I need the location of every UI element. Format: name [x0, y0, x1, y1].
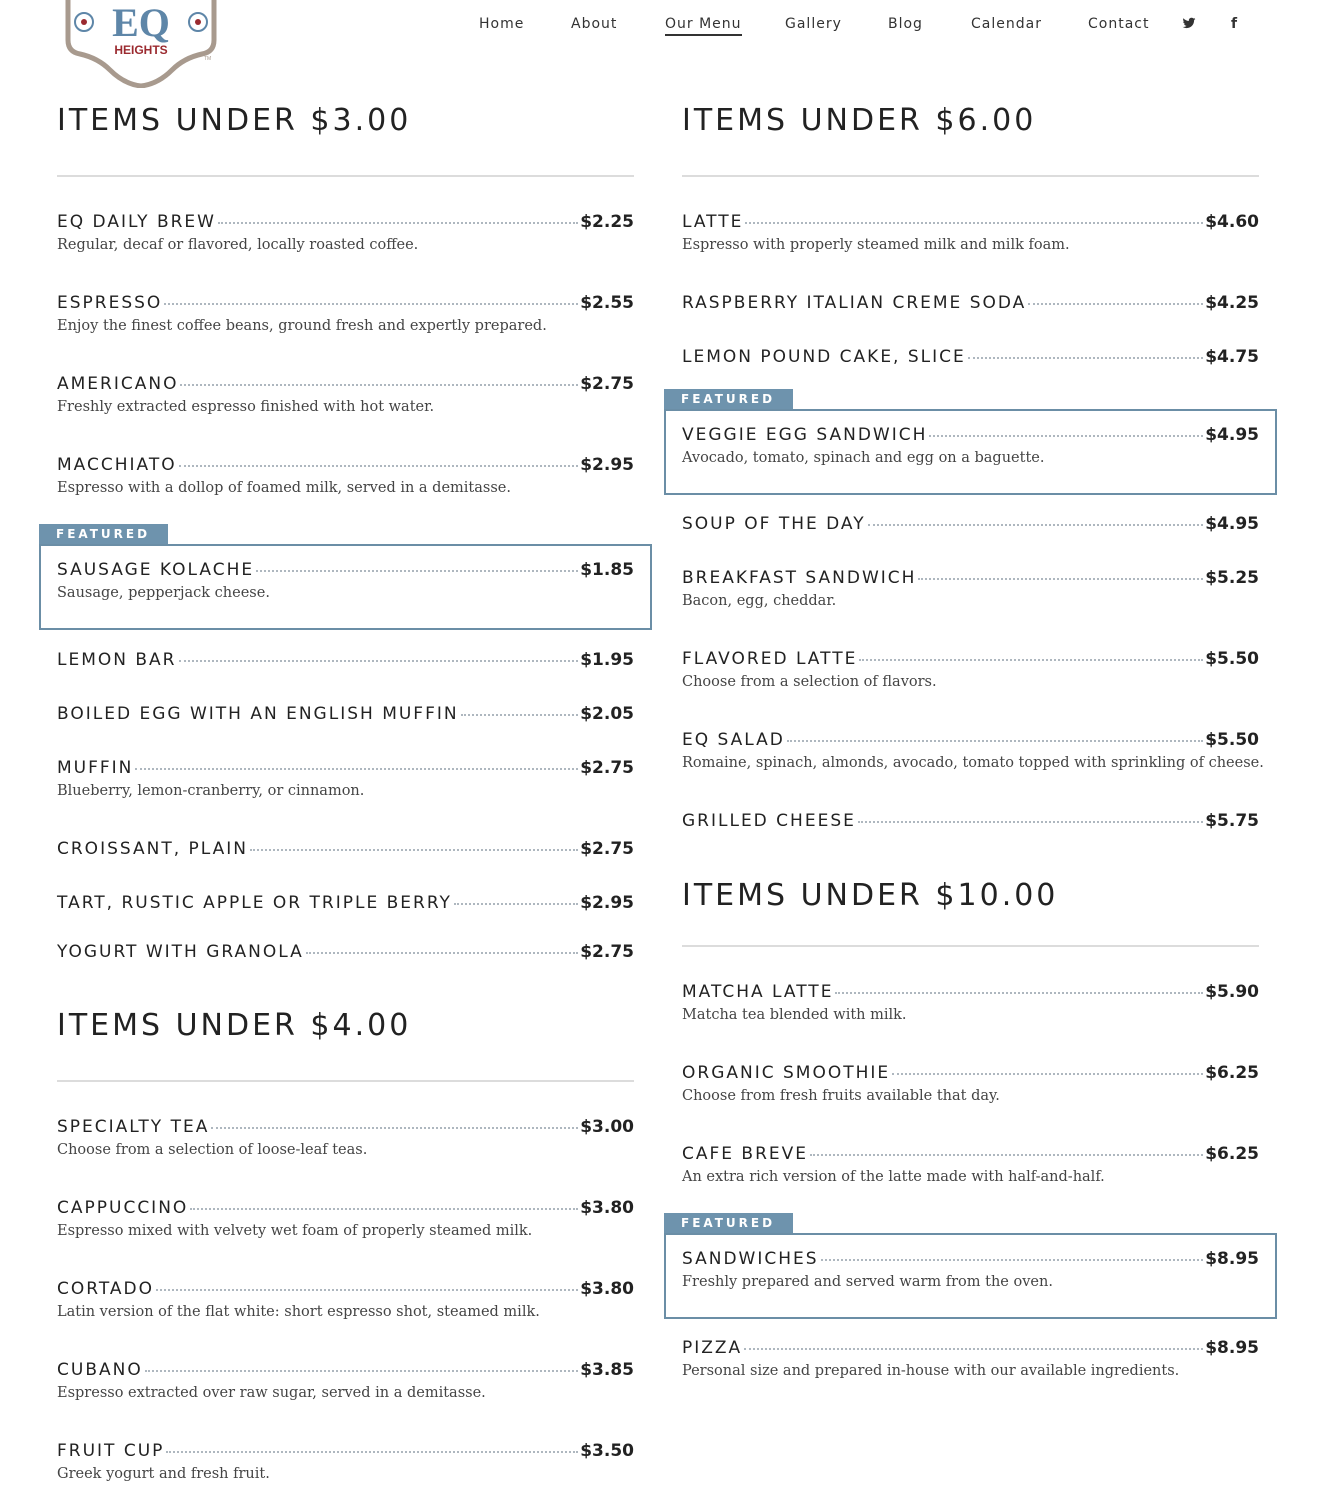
- dot-leader: [859, 659, 1203, 661]
- menu-item-description: Choose from fresh fruits available that day.: [682, 1088, 1000, 1104]
- menu-item-name: RASPBERRY ITALIAN CREME SODA: [682, 293, 1027, 313]
- svg-text:EQ: EQ: [112, 0, 170, 45]
- menu-item[interactable]: [57, 893, 634, 913]
- dot-leader: [145, 1370, 579, 1372]
- dot-leader: [744, 1348, 1203, 1350]
- logo[interactable]: [58, 0, 224, 88]
- menu-item-row: [57, 212, 634, 232]
- nav-our-menu[interactable]: Our Menu: [665, 16, 742, 36]
- svg-text:HEIGHTS: HEIGHTS: [114, 43, 168, 57]
- menu-item-description: Sausage, pepperjack cheese.: [57, 585, 270, 601]
- dot-leader: [868, 524, 1204, 526]
- menu-item-name: LATTE: [682, 212, 744, 232]
- dot-leader: [835, 992, 1203, 994]
- menu-item-description: Freshly extracted espresso finished with hot water.: [57, 399, 435, 415]
- menu-item-description: Enjoy the finest coffee beans, ground fresh and expertly prepared.: [57, 318, 547, 334]
- menu-item-name: MACCHIATO: [57, 455, 177, 475]
- menu-item-row: [57, 1441, 634, 1461]
- menu-item[interactable]: [682, 649, 1259, 690]
- menu-item-description: Matcha tea blended with milk.: [682, 1007, 907, 1023]
- menu-item-name: CUBANO: [57, 1360, 143, 1380]
- menu-item-description: Espresso with properly steamed milk and milk foam.: [682, 237, 1070, 253]
- menu-item[interactable]: [682, 1338, 1259, 1379]
- dot-leader: [306, 952, 578, 954]
- featured-badge: FEATURED: [664, 1213, 793, 1233]
- twitter-icon[interactable]: [1182, 16, 1196, 34]
- dot-leader: [892, 1073, 1203, 1075]
- menu-item-description: Espresso extracted over raw sugar, served in a demitasse.: [57, 1385, 486, 1401]
- menu-item[interactable]: [57, 942, 634, 962]
- menu-item-row: [682, 649, 1259, 669]
- menu-item-row: [682, 1249, 1259, 1269]
- menu-item-description: Choose from a selection of flavors.: [682, 674, 937, 690]
- menu-item-row: [57, 560, 634, 580]
- menu-item-name: SPECIALTY TEA: [57, 1117, 210, 1137]
- facebook-icon[interactable]: f: [1231, 16, 1238, 32]
- menu-item-row: [57, 650, 634, 670]
- menu-item-price: $4.25: [1205, 293, 1259, 313]
- menu-item-row: [682, 514, 1259, 534]
- menu-item-description: Personal size and prepared in-house with our available ingredients.: [682, 1363, 1180, 1379]
- menu-item-description: Latin version of the flat white: short espresso shot, steamed milk.: [57, 1304, 540, 1320]
- menu-item-price: $1.85: [580, 560, 634, 580]
- dot-leader: [968, 357, 1203, 359]
- menu-item-row: [682, 982, 1259, 1002]
- menu-item-row: [682, 568, 1259, 588]
- menu-item-name: TART, RUSTIC APPLE OR TRIPLE BERRY: [57, 893, 452, 913]
- section-divider: [57, 175, 634, 177]
- dot-leader: [461, 714, 579, 716]
- menu-item-price: $5.25: [1205, 568, 1259, 588]
- menu-item-description: Freshly prepared and served warm from the oven.: [682, 1274, 1053, 1290]
- menu-item-description: Choose from a selection of loose-leaf teas.: [57, 1142, 368, 1158]
- menu-item-price: $5.90: [1205, 982, 1259, 1002]
- menu-item-description: Avocado, tomato, spinach and egg on a baguette.: [682, 450, 1045, 466]
- logo-emblem: [58, 0, 224, 88]
- dot-leader: [190, 1208, 578, 1210]
- menu-item[interactable]: [682, 425, 1259, 466]
- menu-item-price: $2.75: [580, 839, 634, 859]
- featured-badge: FEATURED: [664, 389, 793, 409]
- menu-item[interactable]: [682, 982, 1259, 1023]
- featured-badge: FEATURED: [39, 524, 168, 544]
- menu-item-price: $5.75: [1205, 811, 1259, 831]
- menu-item-name: MATCHA LATTE: [682, 982, 834, 1002]
- nav-contact[interactable]: Contact: [1088, 16, 1150, 32]
- nav-blog[interactable]: Blog: [888, 16, 923, 32]
- menu-item-price: $5.50: [1205, 730, 1259, 750]
- menu-item-name: MUFFIN: [57, 758, 134, 778]
- menu-item-name: GRILLED CHEESE: [682, 811, 856, 831]
- menu-item-description: Regular, decaf or flavored, locally roasted coffee.: [57, 237, 419, 253]
- menu-item-name: FLAVORED LATTE: [682, 649, 858, 669]
- dot-leader: [179, 465, 579, 467]
- menu-item[interactable]: [57, 650, 634, 670]
- nav-home[interactable]: Home: [479, 16, 525, 32]
- section-title: ITEMS UNDER $10.00: [682, 878, 1059, 913]
- menu-item-description: Blueberry, lemon-cranberry, or cinnamon.: [57, 783, 365, 799]
- menu-item-price: $4.75: [1205, 347, 1259, 367]
- menu-item-description: Espresso mixed with velvety wet foam of properly steamed milk.: [57, 1223, 533, 1239]
- menu-item[interactable]: [682, 1249, 1259, 1290]
- menu-item-name: EQ DAILY BREW: [57, 212, 216, 232]
- menu-item-price: $2.95: [580, 893, 634, 913]
- menu-item[interactable]: [57, 758, 634, 799]
- menu-item[interactable]: [57, 1279, 634, 1320]
- dot-leader: [211, 1127, 578, 1129]
- menu-item-row: [682, 811, 1259, 831]
- menu-item[interactable]: [57, 1198, 634, 1239]
- menu-item-description: Romaine, spinach, almonds, avocado, tomato topped with sprinkling of cheese.: [682, 755, 1264, 771]
- dot-leader: [256, 570, 578, 572]
- dot-leader: [929, 435, 1203, 437]
- menu-item-price: $1.95: [580, 650, 634, 670]
- dot-leader: [164, 303, 578, 305]
- menu-item-name: ESPRESSO: [57, 293, 163, 313]
- menu-item-price: $2.75: [580, 942, 634, 962]
- dot-leader: [135, 768, 578, 770]
- section-divider: [57, 1080, 634, 1082]
- menu-item[interactable]: [57, 1360, 634, 1401]
- menu-item-row: [682, 293, 1259, 313]
- menu-item-price: $6.25: [1205, 1144, 1259, 1164]
- menu-item-price: $2.75: [580, 758, 634, 778]
- menu-item-row: [682, 1063, 1259, 1083]
- menu-item-price: $4.95: [1205, 514, 1259, 534]
- menu-item-row: [682, 347, 1259, 367]
- section-divider: [682, 945, 1259, 947]
- menu-item-name: SOUP OF THE DAY: [682, 514, 866, 534]
- svg-text:TM: TM: [204, 56, 212, 62]
- menu-item-row: [57, 839, 634, 859]
- menu-item-name: PIZZA: [682, 1338, 743, 1358]
- menu-item[interactable]: [57, 212, 634, 253]
- menu-item-name: BOILED EGG WITH AN ENGLISH MUFFIN: [57, 704, 459, 724]
- menu-item-name: SAUSAGE KOLACHE: [57, 560, 255, 580]
- menu-item-row: [57, 1198, 634, 1218]
- nav-about[interactable]: About: [571, 16, 618, 32]
- menu-item-description: Greek yogurt and fresh fruit.: [57, 1466, 270, 1482]
- menu-item-name: ORGANIC SMOOTHIE: [682, 1063, 891, 1083]
- menu-item-name: LEMON POUND CAKE, SLICE: [682, 347, 966, 367]
- dot-leader: [745, 222, 1203, 224]
- menu-item[interactable]: [682, 514, 1259, 534]
- section-title: ITEMS UNDER $3.00: [57, 103, 412, 138]
- menu-item-price: $2.75: [580, 374, 634, 394]
- menu-item-name: BREAKFAST SANDWICH: [682, 568, 917, 588]
- menu-item-price: $4.95: [1205, 425, 1259, 445]
- menu-item-name: YOGURT WITH GRANOLA: [57, 942, 304, 962]
- menu-item-price: $2.95: [580, 455, 634, 475]
- nav-gallery[interactable]: Gallery: [785, 16, 842, 32]
- menu-item-row: [682, 1144, 1259, 1164]
- section-divider: [682, 175, 1259, 177]
- menu-item-row: [57, 374, 634, 394]
- menu-item-name: VEGGIE EGG SANDWICH: [682, 425, 928, 445]
- menu-item-price: $2.05: [580, 704, 634, 724]
- menu-item-price: $4.60: [1205, 212, 1259, 232]
- menu-item-row: [57, 1360, 634, 1380]
- menu-item[interactable]: [57, 374, 634, 415]
- menu-item-row: [57, 455, 634, 475]
- menu-item[interactable]: [57, 560, 634, 601]
- menu-item-name: CROISSANT, PLAIN: [57, 839, 248, 859]
- menu-item-name: EQ SALAD: [682, 730, 785, 750]
- menu-item-row: [57, 1279, 634, 1299]
- menu-item-name: CAFE BREVE: [682, 1144, 809, 1164]
- menu-item-row: [57, 758, 634, 778]
- menu-item[interactable]: [57, 1117, 634, 1158]
- dot-leader: [858, 821, 1203, 823]
- menu-item[interactable]: [682, 293, 1259, 313]
- menu-item[interactable]: [682, 730, 1264, 771]
- menu-item-price: $5.50: [1205, 649, 1259, 669]
- menu-item-price: $8.95: [1205, 1249, 1259, 1269]
- menu-item-name: AMERICANO: [57, 374, 179, 394]
- menu-item-name: SANDWICHES: [682, 1249, 819, 1269]
- menu-item[interactable]: [57, 1441, 634, 1482]
- menu-item-row: [57, 942, 634, 962]
- menu-item-description: Bacon, egg, cheddar.: [682, 593, 837, 609]
- dot-leader: [179, 660, 579, 662]
- dot-leader: [156, 1289, 578, 1291]
- menu-item-description: Espresso with a dollop of foamed milk, served in a demitasse.: [57, 480, 511, 496]
- menu-item-row: [682, 730, 1259, 750]
- menu-item[interactable]: [682, 347, 1259, 367]
- menu-item-price: $3.85: [580, 1360, 634, 1380]
- section-title: ITEMS UNDER $6.00: [682, 103, 1037, 138]
- menu-item-row: [57, 893, 634, 913]
- menu-item-price: $3.00: [580, 1117, 634, 1137]
- menu-item[interactable]: [682, 1063, 1259, 1104]
- menu-item-row: [682, 1338, 1259, 1358]
- menu-item-price: $3.80: [580, 1279, 634, 1299]
- menu-item-price: $6.25: [1205, 1063, 1259, 1083]
- menu-item-name: FRUIT CUP: [57, 1441, 165, 1461]
- menu-item-price: $8.95: [1205, 1338, 1259, 1358]
- nav-calendar[interactable]: Calendar: [971, 16, 1042, 32]
- menu-item-price: $3.80: [580, 1198, 634, 1218]
- menu-item-row: [57, 293, 634, 313]
- dot-leader: [1028, 303, 1203, 305]
- menu-item[interactable]: [682, 1144, 1259, 1185]
- menu-item-row: [682, 425, 1259, 445]
- section-title: ITEMS UNDER $4.00: [57, 1008, 412, 1043]
- menu-item[interactable]: [57, 455, 634, 496]
- dot-leader: [166, 1451, 578, 1453]
- menu-item[interactable]: [682, 568, 1259, 609]
- menu-item[interactable]: [682, 811, 1259, 831]
- dot-leader: [787, 740, 1203, 742]
- dot-leader: [218, 222, 578, 224]
- dot-leader: [250, 849, 578, 851]
- dot-leader: [821, 1259, 1204, 1261]
- menu-item-price: $2.25: [580, 212, 634, 232]
- dot-leader: [180, 384, 578, 386]
- menu-item-price: $2.55: [580, 293, 634, 313]
- menu-item-price: $3.50: [580, 1441, 634, 1461]
- menu-item-description: An extra rich version of the latte made with half-and-half.: [682, 1169, 1105, 1185]
- menu-item-row: [682, 212, 1259, 232]
- menu-item-row: [57, 704, 634, 724]
- dot-leader: [810, 1154, 1203, 1156]
- menu-item-name: LEMON BAR: [57, 650, 177, 670]
- menu-item-row: [57, 1117, 634, 1137]
- menu-item[interactable]: [682, 212, 1259, 253]
- dot-leader: [454, 903, 578, 905]
- menu-item[interactable]: [57, 704, 634, 724]
- dot-leader: [918, 578, 1203, 580]
- menu-item[interactable]: [57, 293, 634, 334]
- menu-item[interactable]: [57, 839, 634, 859]
- menu-item-name: CAPPUCCINO: [57, 1198, 189, 1218]
- menu-item-name: CORTADO: [57, 1279, 154, 1299]
